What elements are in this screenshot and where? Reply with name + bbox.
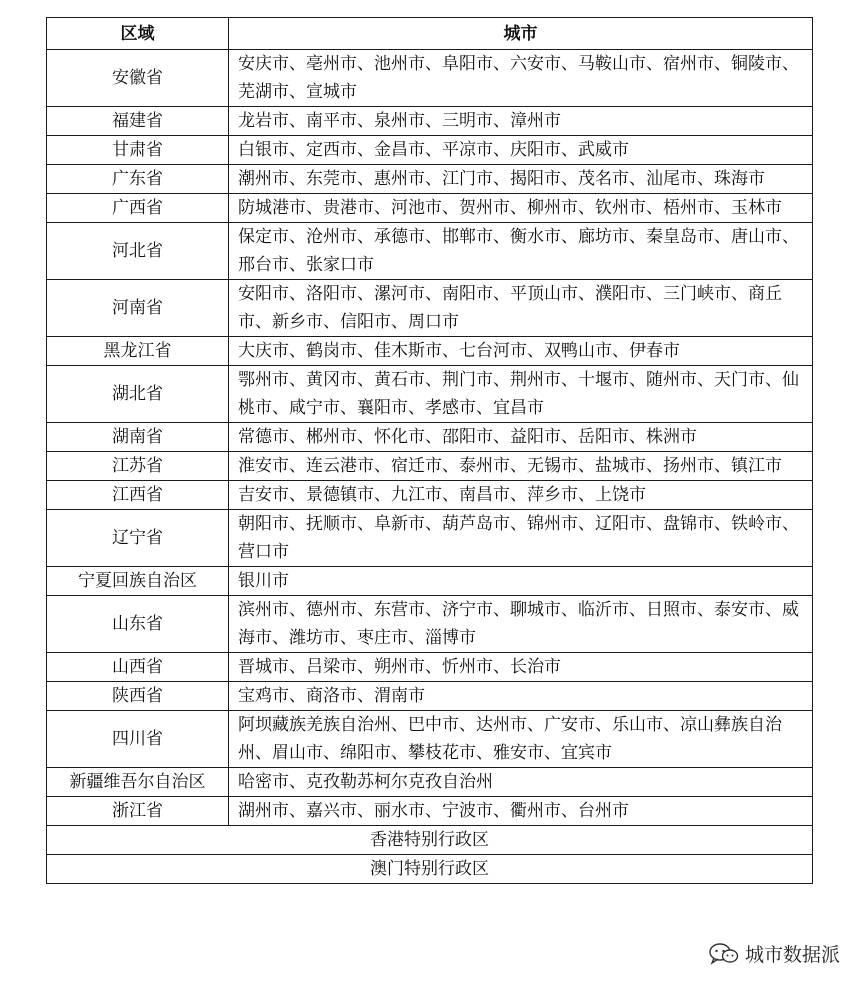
table-row	[47, 366, 813, 423]
table-row	[47, 280, 813, 337]
cities-cell: 保定市、沧州市、承德市、邯郸市、衡水市、廊坊市、秦皇岛市、唐山市、邢台市、张家口市	[229, 223, 813, 280]
table-row	[47, 682, 813, 711]
region-cell: 湖南省	[47, 423, 229, 452]
table-body	[47, 50, 813, 884]
cities-cell: 哈密市、克孜勒苏柯尔克孜自治州	[229, 768, 813, 797]
table-row	[47, 481, 813, 510]
region-cell: 山东省	[47, 596, 229, 653]
cities-cell: 滨州市、德州市、东营市、济宁市、聊城市、临沂市、日照市、泰安市、威海市、潍坊市、枣庄市、淄博市	[229, 596, 813, 653]
cities-cell: 防城港市、贵港市、河池市、贺州市、柳州市、钦州市、梧州市、玉林市	[229, 194, 813, 223]
table-row	[47, 855, 813, 884]
table-row	[47, 768, 813, 797]
cities-cell: 阿坝藏族羌族自治州、巴中市、达州市、广安市、乐山市、凉山彝族自治州、眉山市、绵阳市、攀枝花市、雅安市、宜宾市	[229, 711, 813, 768]
table-row	[47, 337, 813, 366]
region-cell: 宁夏回族自治区	[47, 567, 229, 596]
cities-cell: 安阳市、洛阳市、漯河市、南阳市、平顶山市、濮阳市、三门峡市、商丘市、新乡市、信阳市、周口市	[229, 280, 813, 337]
region-cell: 广西省	[47, 194, 229, 223]
cities-cell: 常德市、郴州市、怀化市、邵阳市、益阳市、岳阳市、株洲市	[229, 423, 813, 452]
cities-cell: 潮州市、东莞市、惠州市、江门市、揭阳市、茂名市、汕尾市、珠海市	[229, 165, 813, 194]
cities-cell: 大庆市、鹤岗市、佳木斯市、七台河市、双鸭山市、伊春市	[229, 337, 813, 366]
region-cell: 黑龙江省	[47, 337, 229, 366]
table-row	[47, 711, 813, 768]
special-region-cell: 香港特别行政区	[47, 826, 813, 855]
header-cities: 城市	[229, 18, 813, 50]
cities-cell: 晋城市、吕梁市、朔州市、忻州市、长治市	[229, 653, 813, 682]
header-region: 区域	[47, 18, 229, 50]
region-cell: 新疆维吾尔自治区	[47, 768, 229, 797]
table-row	[47, 423, 813, 452]
table-row	[47, 194, 813, 223]
region-cell: 河南省	[47, 280, 229, 337]
table-header-row	[47, 18, 813, 50]
cities-cell: 宝鸡市、商洛市、渭南市	[229, 682, 813, 711]
table-row	[47, 653, 813, 682]
region-cell: 辽宁省	[47, 510, 229, 567]
region-cell: 河北省	[47, 223, 229, 280]
cities-cell: 吉安市、景德镇市、九江市、南昌市、萍乡市、上饶市	[229, 481, 813, 510]
region-cell: 湖北省	[47, 366, 229, 423]
region-cell: 广东省	[47, 165, 229, 194]
region-cell: 陕西省	[47, 682, 229, 711]
region-cell: 山西省	[47, 653, 229, 682]
region-cell: 甘肃省	[47, 136, 229, 165]
table-row	[47, 136, 813, 165]
region-cell: 江苏省	[47, 452, 229, 481]
table-row	[47, 826, 813, 855]
cities-cell: 湖州市、嘉兴市、丽水市、宁波市、衢州市、台州市	[229, 797, 813, 826]
cities-cell: 安庆市、亳州市、池州市、阜阳市、六安市、马鞍山市、宿州市、铜陵市、芜湖市、宣城市	[229, 50, 813, 107]
cities-cell: 龙岩市、南平市、泉州市、三明市、漳州市	[229, 107, 813, 136]
table-row	[47, 165, 813, 194]
cities-cell: 淮安市、连云港市、宿迁市、泰州市、无锡市、盐城市、扬州市、镇江市	[229, 452, 813, 481]
table-row	[47, 452, 813, 481]
wechat-bubble-icon	[709, 942, 739, 966]
special-region-cell: 澳门特别行政区	[47, 855, 813, 884]
region-cell: 安徽省	[47, 50, 229, 107]
region-cell: 福建省	[47, 107, 229, 136]
cities-cell: 朝阳市、抚顺市、阜新市、葫芦岛市、锦州市、辽阳市、盘锦市、铁岭市、营口市	[229, 510, 813, 567]
cities-cell: 银川市	[229, 567, 813, 596]
region-city-table	[46, 17, 813, 884]
table-row	[47, 50, 813, 107]
table-row	[47, 510, 813, 567]
watermark-text: 城市数据派	[744, 944, 840, 966]
watermark	[705, 938, 844, 969]
table-row	[47, 223, 813, 280]
table-row	[47, 596, 813, 653]
region-cell: 浙江省	[47, 797, 229, 826]
table-row	[47, 567, 813, 596]
table-row	[47, 107, 813, 136]
cities-cell: 白银市、定西市、金昌市、平凉市、庆阳市、武威市	[229, 136, 813, 165]
region-cell: 江西省	[47, 481, 229, 510]
cities-cell: 鄂州市、黄冈市、黄石市、荆门市、荆州市、十堰市、随州市、天门市、仙桃市、咸宁市、襄阳市、孝感市、宜昌市	[229, 366, 813, 423]
region-cell: 四川省	[47, 711, 229, 768]
table-row	[47, 797, 813, 826]
